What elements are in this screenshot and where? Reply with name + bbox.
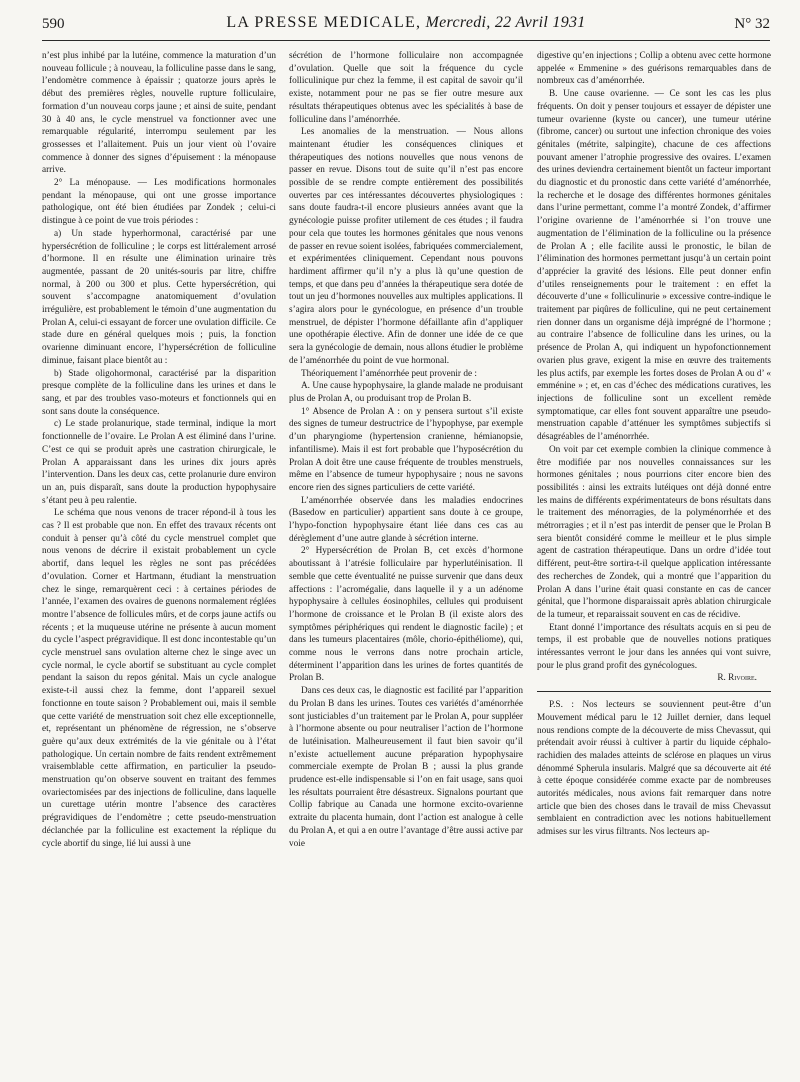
paragraph: a) Un stade hyperhormonal, caractérisé par une hypersécrétion de folliculine ; le corps est littéralement arrosé d’hormone. Il en résulte une élimination urinaire très augmentée, passant de 20 unités-souris par litre, chiffre normal, à 200 ou 300 et plus. Cette hypersécrétion, qui souvent s’accompagne anatomiquement d’ovulation irrégulière, est probablement le témoin d’une augmentation du Prolan A, celui-ci essayant de forcer une ovulation difficile. Ce stade dure en général quelques mois ; puis, la fonction ovarienne diminuant encore, l’hypersécrétion de folliculine diminue, faisant place bientôt au : bbox=[42, 228, 276, 366]
column-3 bbox=[537, 50, 771, 1070]
paragraph: Le schéma que nous venons de tracer répond-il à tous les cas ? Il est probable que non. En effet des travaux récents ont conduit à penser qu’à côté du cycle menstruel complet que nous venons de décrire il existait probablement un cycle abortif, dans lequel les règles ne sont pas précédées d’ovulation. Corner et Hartmann, étudiant la menstruation chez le singe, remarquèrent ceci : à certaines périodes de l’année, l’examen des ovaires de guenons normalement réglées montre l’absence de follicules mûrs, et de corps jaune actifs ou récents ; et la muqueuse utérine ne présente à aucun moment du cycle l’aspect prégravidique. Il est donc incontestable qu’un cycle menstruel sans ovulation alterne chez le singe avec un cycle normal, le cycle abortif se substituant au cycle complet pendant la saison du repos génital. Mais un cycle analogue existe-t-il aussi chez la femme, dont l’appareil sexuel fonctionne en toute saison ? Probablement oui, mais il semble que cette variété de menstruation soit chez elle exceptionnelle, et, représentant un phénomène de régression, ne s’observe guère qu’aux deux extrémités de la vie génitale ou à l’état pathologique. Un certain nombre de faits rendent extrêmement vraisemblable cette affirmation, en particulier la pseudo-menstruation qu’on observe souvent en traitant des femmes ovariectomisées par des injections de folliculine, dans laquelle un curettage utérin montre l’absence des caractères prégravidiques de l’endomètre ; cette pseudo-menstruation déclanchée par la folliculine est exactement la réplique du cycle abortif du singe, lié lui aussi à une bbox=[42, 508, 276, 849]
section-anomalies: Les anomalies de la menstruation. — Nous allons maintenant étudier les conséquences cliniques et thérapeutiques des notions nouvelles que nous venons de passer en revue. Disons tout de suite qu’il n’est pas encore possible de se rendre compte entièrement des possibilités ouvertes par ces intéressantes découvertes physiologiques : sans doute faudra-t-il encore plusieurs années avant que la gynécologie puisse profiter utilement de ces études ; il faudra pour cela que toutes les hormones génitales que nous venons de passer en revue soient isolées, fabriquées commercialement, et expérimentées cliniquement. Cependant nous pouvons hardiment affirmer qu’il n’y a plus là qu’une question de temps, et que dans peu d’années la thérapeutique sera dotée de tout un jeu d’hormones nouvelles aux multiples applications. Il s’agira alors pour le gynécologue, en présence d’un trouble menstruel, de dépister l’hormone défaillante afin d’appliquer une opothérapie élective. Afin de donner une idée de ce que sera la gynécologie de demain, nous allons étudier le problème de l’aménorrhée du point de vue hormonal. bbox=[289, 127, 523, 366]
page-header bbox=[42, 14, 770, 38]
separator-rule bbox=[537, 691, 771, 692]
running-title bbox=[42, 14, 770, 32]
paragraph: b) Stade oligohormonal, caractérisé par la disparition presque complète de la folliculine dans les urines et dans le sang, et par des troubles vaso-moteurs et fonctionnels qui en sont sans doute la conséquence. bbox=[42, 368, 276, 417]
paragraph: Etant donné l’importance des résultats acquis en si peu de temps, il est probable que de nouvelles notions pratiques intéressantes verront le jour dans les années qui vont suivre, pour le plus grand profit des gynécologues. bbox=[537, 622, 771, 671]
paragraph: Théoriquement l’aménorrhée peut provenir de : bbox=[301, 368, 477, 379]
paragraph: On voit par cet exemple combien la clinique commence à être modifiée par nos nouvelles connaissances sur les hormones génitales ; nous pourrions citer encore bien des possibilités : ainsi les extraits lutéiques ont déjà donné entre les mains de différents expérimentateurs de bons résultats dans le traitement des ménorragies, de la polyménorrhée et des métrorragies ; et il n’est pas interdit de penser que le Prolan B sera bientôt considéré comme le meilleur et le plus simple agent de castration thérapeutique. Dans un ordre d’idée tout différent, peut-être sortira-t-il quelque application intéressante des recherches de Zondek, qui a montré que l’apparition du Prolan A dans l’urine était quasi constante en cas de cancer génital, que l’hormone disparaissait après ablation chirurgicale de la tumeur, et reparaissait souvent en cas de récidive. bbox=[537, 444, 771, 620]
issue-number: N° 32 bbox=[734, 16, 770, 32]
header-rule bbox=[42, 40, 770, 41]
paragraph: 1° Absence de Prolan A : on y pensera surtout s’il existe des signes de tumeur destructrice de l’hypophyse, par exemple d’un pharyngiome (hypertension cranienne, hémianopsie, infantilisme). Mais il est fort probable que l’hyposécrétion du Prolan A doit être une cause fréquente de troubles menstruels, même en l’absence de tumeur hypophysaire ; nous ne savons encore rien des signes particuliers de cette variété. bbox=[289, 406, 523, 493]
paragraph: 2° La ménopause. — Les modifications hormonales pendant la ménopause, qui ont une grosse importance pathologique, ont été bien étudiées par Zondek ; celui-ci distingue à ce point de vue trois périodes : bbox=[42, 178, 276, 227]
paragraph: B. Une cause ovarienne. — Ce sont les cas les plus fréquents. On doit y penser toujours et essayer de dépister une tumeur ovarienne (kyste ou cancer), une tumeur utérine (fibrome, cancer) ou surtout une infection chronique des voies génitales (métrite, salpingite), chacune de ces affections pouvant amener l’atrophie progressive des ovaires. L’examen des urines deviendra certainement bientôt un facteur important du diagnostic et du pronostic dans cette variété d’aménorrhée, la recherche et le dosage des différentes hormones génitales dans l’urine permettant, comme l’a montré Zondek, d’affirmer l’origine ovarienne de l’aménorrhée si l’on trouve une augmentation de l’élimination de la folliculine ou la présence de Prolan A ; elle facilite aussi le pronostic, le bilan de l’élimination des hormones permettant jusqu’à un certain point d’apprécier la gravité des lésions. Elle peut donner enfin d’utiles renseignements pour le traitement : en effet la découverte d’une « folliculinurie » excessive contre-indique le traitement par piqûres de folliculine, qui ne peut certainement rien donner dans un organisme déjà imprégné de l’hormone ; au contraire l’absence de folliculine dans les urines, ou la présence de Prolan A, qui indiquent un hypofonctionnement ovarien plus grave, exigent la mise en œuvre des traitements les plus actifs, par exemple les fortes doses de Prolan A ou d’ « emménine » ; et, en cas d’échec des médications curatives, les injections de folliculine sont un excellent remède symptomatique, car elles font souvent apparaître une pseudo-menstruation capable d’atténuer les symptômes subjectifs si désagréables de l’aménorrhée. bbox=[537, 89, 771, 443]
paragraph: 2° Hypersécrétion de Prolan B, cet excès d’hormone aboutissant à l’atrésie folliculaire par hyperlutéinisation. Il semble que cette éventualité ne puisse survenir que dans deux affections : l’acromégalie, dans laquelle il y a un adénome hypophysaire à cellules éosinophiles, cellules qui produisent l’hormone de croissance et le Prolan B (il existe alors des symptômes périphériques qui rendent le diagnostic facile) ; et dans les tumeurs placentaires (môle, chorio-épithéliome), qui, comme nous le verrons dans notre prochain article, déterminent l’apparition dans les urines de fortes quantités de Prolan B. bbox=[289, 546, 523, 684]
column-2 bbox=[289, 50, 523, 1070]
issue-date: Mercredi, 22 Avril 1931 bbox=[425, 14, 586, 31]
paragraph: c) Le stade prolanurique, stade terminal, indique la mort fonctionnelle de l’ovaire. Le Prolan A est éliminé dans l’urine. C’est ce qui se produit après une castration chirurgicale, le Prolan A apparaissant dans les urines dix jours après l’intervention. Dans les deux cas, cette prolanurie dure environ un an, puis disparaît, sans doute la production hypophysaire s’étant peu à peu ralentie. bbox=[42, 419, 276, 506]
author-signature: R. Rivoire. bbox=[717, 673, 757, 684]
paragraph: L’aménorrhée observée dans les maladies endocrines (Basedow en particulier) appartient sans doute à ce groupe, l’hypo-fonction hypophysaire étant liée dans ces cas au dérèglement d’une autre glande à sécrétion interne. bbox=[289, 495, 523, 544]
paragraph: Dans ces deux cas, le diagnostic est facilité par l’apparition du Prolan B dans les urines. Toutes ces variétés d’aménorrhée sont justiciables d’un traitement par le Prolan A, pour suppléer à l’hormone absente ou pour neutraliser l’action de l’hormone de lutéinisation. Malheureusement il faut bien savoir qu’il n’existe actuellement aucune préparation hypophysaire commerciale exempte de Prolan B ; aussi la plus grande prudence est-elle indispensable si l’on en fait usage, sans quoi les résultats pourraient être désastreux. Signalons pourtant que Collip fabrique au Canada une hormone excito-ovarienne extraite du placenta humain, dont l’action est analogue à celle du Prolan A, et qui a en outre l’avantage d’être aussi active par voie bbox=[289, 686, 523, 849]
page-number: 590 bbox=[42, 16, 65, 32]
paragraph: digestive qu’en injections ; Collip a obtenu avec cette hormone appelée « Emmenine » des guérisons remarquables dans de nombreux cas d’aménorrhée. bbox=[537, 51, 771, 87]
postscript: P.S. : Nos lecteurs se souviennent peut-être d’un Mouvement médical paru le 12 Juillet dernier, dans lequel nous rendions compte de la découverte de miss Chevassut, qui prétendait avoir réussi à cultiver à partir du liquide céphalo-rachidien des malades atteints de sclérose en plaques un virus dénommé Spherula insularis. Malgré que sa découverte ait été à cette époque considérée comme exacte par de nombreuses autorités médicales, nous avions fait remarquer dans notre article que bien des choses dans le travail de miss Chevassut semblaient en contradiction avec les notions habituellement admises sur les virus filtrants. Nos lecteurs ap- bbox=[537, 700, 771, 838]
journal-name: LA PRESSE MEDICALE, bbox=[226, 14, 422, 31]
paragraph: n’est plus inhibé par la lutéine, commence la maturation d’un nouveau follicule ; à nouveau, la folliculine passe dans le sang, l’endomètre commence à épaissir ; quatorze jours après le début des premières règles, nouvelle rupture folliculaire, formation d’un nouveau corps jaune ; et ainsi de suite, pendant 30 à 40 ans, le cycle menstruel va fonctionner avec une remarquable régularité, interrompu seulement par les grossesses et l’allaitement. Puis un jour vient où l’ovaire commence à donner des signes d’épuisement : la ménopause arrive. bbox=[42, 51, 276, 176]
paragraph: A. Une cause hypophysaire, la glande malade ne produisant plus de Prolan A, ou produisant trop de Prolan B. bbox=[289, 381, 523, 404]
paragraph: sécrétion de l’hormone folliculaire non accompagnée d’ovulation. Quelle que soit la fréquence du cycle folliculinique pur chez la femme, il est capital de savoir qu’il existe, notamment pour ne pas se fier outre mesure aux résultats thérapeutiques obtenus avec les spécialités à base de folliculine dans l’aménorrhée. bbox=[289, 51, 523, 125]
column-1 bbox=[42, 50, 276, 1070]
